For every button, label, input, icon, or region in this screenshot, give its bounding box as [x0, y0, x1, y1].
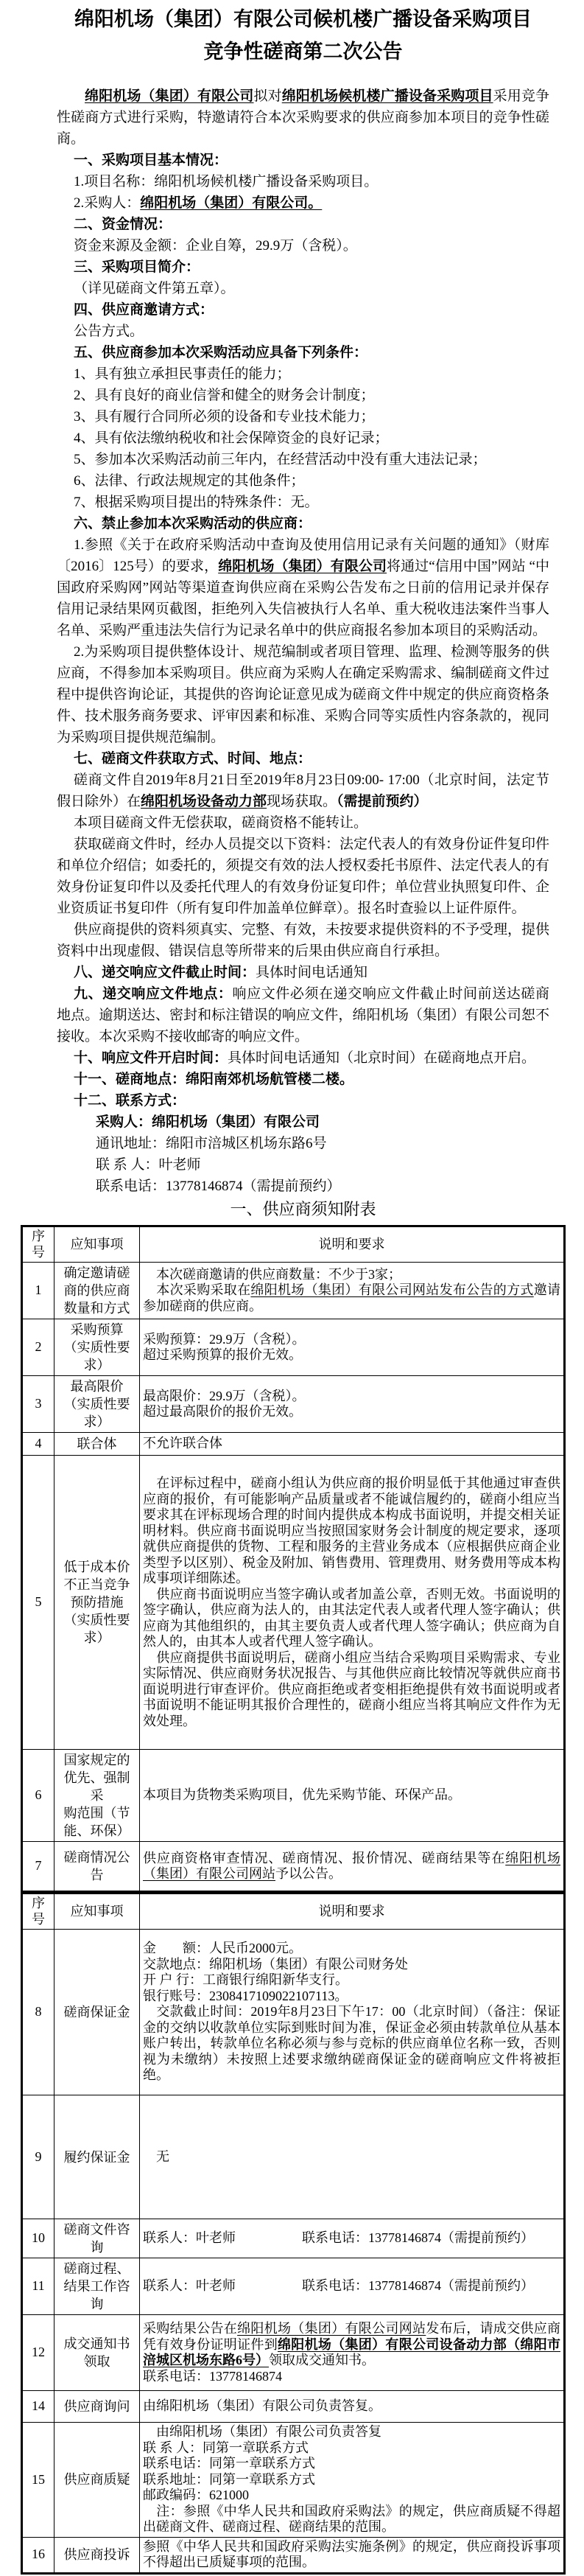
- text-run: 获取磋商文件时，经办人员提交以下资料：法定代表人的有效身份证件复印件和单位介绍信；如委托的，须提交有效的法人授权委托书原件、法定代表人的有效身份证复印件以及委托代理人的有效身份证复印件；单位营业执照复印件、企业资质证书复印件（所有复印件加盖单位鲜章）。报名时查验以上证件原件。: [57, 837, 550, 916]
- table-row: [22, 1750, 565, 1842]
- text-run: 由绵阳机场（集团）有限公司负责答复。: [143, 2398, 381, 2414]
- text-run: 具体时间电话通知: [256, 965, 368, 980]
- paragraph: [57, 321, 549, 342]
- requirement-cell: [140, 1842, 565, 1892]
- text-run: 1.参照《关于在政府采购活动中查询及使用信用记录有关问题的通知》（财库〔2016〕125号）的要求，: [57, 537, 549, 574]
- table-row: [22, 1319, 565, 1376]
- requirement-cell: [140, 1433, 565, 1456]
- requirement-cell: [140, 1376, 565, 1433]
- table-row: [22, 2537, 565, 2573]
- text-run: 邀请参加磋商的供应商。: [143, 1282, 561, 1313]
- text-run: （详见磋商文件第五章）。: [74, 281, 235, 296]
- paragraph: [57, 427, 549, 449]
- section-heading: [57, 513, 549, 534]
- row-number-cell: 12: [22, 2315, 54, 2391]
- text-run: 6、法律、行政法规规定的其他条件；: [74, 473, 305, 489]
- emphasized-text: 绵阳机场候机楼广播设备采购项目: [281, 88, 493, 104]
- requirement-paragraph: [143, 1267, 560, 1283]
- notice-item-line: （实质性要求）: [63, 1340, 130, 1372]
- supplier-notice-table-2: [21, 1891, 566, 2575]
- row-number-cell: 9: [22, 2095, 54, 2219]
- notice-item-cell: [54, 1930, 140, 2095]
- paragraph: [57, 406, 549, 427]
- text-run: 十、响应文件开启时间：: [74, 1050, 228, 1066]
- emphasized-text: 绵阳机场（集团）有限公司: [85, 88, 254, 104]
- paragraph: [57, 834, 549, 919]
- requirement-paragraph: [143, 2149, 560, 2165]
- notice-item-cell: [54, 2391, 140, 2423]
- text-run: 开 户 行：工商银行绵阳新华支行。: [143, 1972, 348, 1988]
- notice-item-line: 购范围（节能、环保）: [63, 1806, 130, 1838]
- paragraph: [57, 192, 549, 214]
- table-row: [22, 2391, 565, 2423]
- requirement-paragraph: [143, 1650, 560, 1730]
- text-run: 1、具有独立承担民事责任的能力；: [74, 366, 291, 382]
- paragraph: [57, 1154, 549, 1176]
- text-run: 由绵阳机场（集团）有限公司负责答复: [143, 2424, 381, 2439]
- table-row: [22, 1433, 565, 1456]
- requirement-paragraph: [143, 2424, 560, 2440]
- text-run: 本次采购采取在: [143, 1282, 251, 1298]
- text-run: 采用竞争性磋商方式进行采购，特邀请符合本次采购要求的供应商参加本项目的竞争性磋商。: [57, 88, 549, 147]
- text-run: 本项目磋商文件无偿获取，磋商资格不能转让。: [74, 815, 368, 831]
- column-header: 应知事项: [54, 1226, 140, 1263]
- row-number-cell: 14: [22, 2391, 54, 2423]
- row-number-cell: 11: [22, 2258, 54, 2315]
- column-header: 说明和要求: [140, 1893, 565, 1930]
- document-title-line-2: 竞争性磋商第二次公告: [203, 41, 403, 63]
- text-run: 资金来源及金额：企业自筹，29.9万（含税）。: [74, 238, 357, 254]
- document-body: [57, 85, 549, 1221]
- text-run: 无: [143, 2149, 169, 2164]
- document-title-line-1: 绵阳机场（集团）有限公司候机楼广播设备采购项目: [74, 8, 532, 30]
- notice-item-line: 供应商投诉: [63, 2547, 130, 2562]
- column-header: 序号: [22, 1226, 54, 1263]
- text-run: 五、供应商参加本次采购活动应具备下列条件：: [74, 345, 368, 360]
- text-run: 十一、磋商地点：绵阳南郊机场航管楼二楼。: [74, 1072, 354, 1087]
- requirement-cell: [140, 1319, 565, 1376]
- section-heading: [57, 150, 549, 171]
- text-run: 不允许联合体: [143, 1436, 222, 1451]
- table-row: [22, 2095, 565, 2219]
- notice-item-line: 成交通知书领取: [63, 2336, 130, 2369]
- requirement-cell: [140, 1930, 565, 2095]
- requirement-paragraph: [143, 1587, 560, 1650]
- text-run: 公告方式。: [74, 324, 144, 339]
- text-run: 响应文件必须在递交响应文件截止时间前送达磋商地点。逾期送达、密封和标注错误的响应文件，绵阳机场（集团）有限公司恕不接收。本次采购不接收邮寄的响应文件。: [57, 986, 549, 1044]
- text-run: 一、供应商须知附表: [230, 1200, 376, 1218]
- text-run: 交款地点：绵阳机场（集团）有限公司财务处: [143, 1956, 408, 1972]
- paragraph: [57, 812, 549, 834]
- requirement-paragraph: [143, 1282, 560, 1314]
- text-run: 金 额：人民币2000元。: [143, 1941, 302, 1956]
- column-header: 应知事项: [54, 1893, 140, 1930]
- table-header-row: [22, 1226, 565, 1263]
- paragraph: [57, 641, 549, 748]
- notice-item-cell: [54, 1433, 140, 1456]
- section-heading: [57, 214, 549, 235]
- requirement-cell: [140, 2219, 565, 2258]
- text-run: 供应商书面说明应当签字确认或者加盖公章，否则无效。书面说明的签字确认，供应商为法人的，由其法定代表人或者代理人签字确认；供应商为其他组织的，由其主要负责人或者代理人签字确认；供应商为自然人的，由其本人或者代理人签字确认。: [143, 1586, 560, 1649]
- row-number-cell: 3: [22, 1376, 54, 1433]
- requirement-paragraph: [143, 1332, 560, 1348]
- text-run: （需提前预约）: [337, 794, 428, 809]
- row-number-cell: 1: [22, 1263, 54, 1319]
- notice-item-line: 确定邀请磋商的供应商: [63, 1266, 130, 1298]
- section-heading: [57, 342, 549, 363]
- text-run: 三、采购项目简介：: [74, 259, 200, 275]
- section-heading: [57, 256, 549, 278]
- table-row: [22, 1263, 565, 1319]
- text-run: 九、递交响应文件地点：: [74, 986, 233, 1002]
- paragraph: [57, 962, 549, 983]
- text-run: 5、参加本次采购活动前三年内，在经营活动中没有重大违法记录；: [74, 452, 487, 467]
- requirement-paragraph: [143, 2504, 560, 2535]
- text-run: 七、磋商文件获取方式、时间、地点：: [74, 751, 312, 767]
- requirement-paragraph: [143, 1989, 560, 2005]
- text-run: 联系电话：同第一章联系方式: [143, 2456, 315, 2471]
- paragraph: [57, 1111, 549, 1133]
- requirement-paragraph: [143, 1389, 560, 1405]
- row-number-cell: 16: [22, 2537, 54, 2573]
- notice-item-line: 磋商保证金: [63, 2005, 130, 2020]
- text-run: 2.采购人：: [74, 195, 141, 211]
- paragraph: [57, 1133, 549, 1154]
- section-heading: [57, 1090, 549, 1111]
- text-run: 超过采购预算的报价无效。: [143, 1347, 302, 1362]
- requirement-paragraph: [143, 2539, 560, 2571]
- text-run: 一、采购项目基本情况：: [74, 153, 228, 168]
- requirement-paragraph: [143, 2472, 560, 2488]
- section-heading: [57, 748, 549, 769]
- text-run: 八、递交响应文件截止时间：: [74, 965, 256, 980]
- text-run: 在评标过程中，磋商小组认为供应商的报价明显低于其他通过审查供应商的报价，有可能影响产品质量或者不能诚信履约的，磋商小组应当要求其在评标现场合理的时间内提供成本构成书面说明，并提交相关证明材料。供应商书面说明应当按照国家财务会计制度的规定要求，逐项就供应商提供的货物、工程和服务的主营业务成本（应根据供应商企业类型予以区别）、税金及附加、销售费用、管理费用、财务费用等成本构成事项详细陈述。: [143, 1476, 560, 1585]
- requirement-paragraph: [143, 1436, 560, 1452]
- requirement-paragraph: [143, 2456, 560, 2472]
- notice-item-line: 采购预算: [70, 1322, 124, 1337]
- requirement-paragraph: [143, 1347, 560, 1364]
- text-run: 最高限价：29.9万（含税）。: [143, 1388, 306, 1403]
- paragraph: [57, 983, 549, 1047]
- text-run: 供应商资格审查情况、磋商情况、报价情况、磋商结果等在: [143, 1850, 506, 1865]
- text-run: 超过最高限价的报价无效。: [143, 1404, 302, 1419]
- requirement-cell: [140, 1263, 565, 1319]
- paragraph: [57, 449, 549, 470]
- row-number-cell: 2: [22, 1319, 54, 1376]
- notice-item-cell: [54, 1842, 140, 1892]
- supplier-notice-tables: [0, 1225, 584, 2576]
- requirement-cell: [140, 2095, 565, 2219]
- table-row: [22, 1930, 565, 2095]
- notice-item-line: 国家规定的优先、强制采: [63, 1753, 130, 1803]
- text-run: 邮政编码：621000: [143, 2488, 249, 2502]
- emphasized-text: 绵阳机场（集团）有限公司网站: [237, 2321, 426, 2336]
- text-run: 通讯地址：绵阳市涪城区机场东路6号: [96, 1136, 327, 1151]
- requirement-paragraph: [143, 2321, 560, 2369]
- text-run: 予以公告。: [275, 1866, 342, 1881]
- requirement-cell: [140, 2537, 565, 2573]
- notice-item-cell: [54, 2315, 140, 2391]
- requirement-paragraph: [143, 2278, 560, 2294]
- text-run: 联系电话：13778146874（需提前预约）: [96, 1179, 341, 1194]
- text-run: 4、具有依法缴纳税收和社会保障资金的良好记录；: [74, 430, 389, 446]
- emphasized-text: 绵阳机场（集团）有限公司: [218, 559, 387, 574]
- paragraph: [57, 492, 549, 513]
- notice-item-cell: [54, 1456, 140, 1750]
- notice-item-line: 磋商情况公告: [63, 1850, 130, 1882]
- text-run: 联 系 人：叶老师: [96, 1157, 201, 1173]
- text-run: 将通过“信用中国”网站 “中国政府采购网”网站等渠道查询供应商在采购公告发布之日前的信用记录并保存信用记录结果网页截图，拒绝列入失信被执行人名单、重大税收违法案件当事人名单、采购严重违法失信行为记录名单中的供应商报名参加本项目的采购活动。: [57, 559, 549, 638]
- requirement-paragraph: [143, 1851, 560, 1882]
- requirement-paragraph: [143, 1787, 560, 1804]
- requirement-cell: [140, 1750, 565, 1842]
- notice-item-cell: [54, 1750, 140, 1842]
- requirement-paragraph: [143, 2230, 560, 2247]
- notice-item-cell: [54, 2423, 140, 2538]
- paragraph: [57, 385, 549, 406]
- paragraph: [57, 470, 549, 492]
- text-run: 本项目为货物类采购项目，优先采购节能、环保产品。: [143, 1787, 461, 1803]
- emphasized-text: 绵阳机场设备动力部: [141, 794, 267, 809]
- text-run: 7、根据采购项目提出的特殊条件：无。: [74, 495, 319, 510]
- row-number-cell: 4: [22, 1433, 54, 1456]
- text-run: 二、资金情况：: [74, 217, 172, 232]
- table-row: [22, 1456, 565, 1750]
- paragraph: [57, 919, 549, 962]
- row-number-cell: 10: [22, 2219, 54, 2258]
- text-run: 联系人：叶老师 联系电话：13778146874（需提前预约）: [143, 2230, 534, 2246]
- notice-item-cell: [54, 2537, 140, 2573]
- paragraph: [57, 769, 549, 812]
- paragraph: [57, 85, 549, 150]
- row-number-cell: 15: [22, 2423, 54, 2538]
- emphasized-text: 绵阳机场（集团）有限公司。: [140, 195, 323, 211]
- table-row: [22, 2258, 565, 2315]
- paragraph: [57, 171, 549, 192]
- table-title: [57, 1198, 549, 1221]
- text-run: 六、禁止参加本次采购活动的供应商：: [74, 516, 312, 531]
- table-row: [22, 2315, 565, 2391]
- text-run: 联系地址：同第一章联系方式: [143, 2471, 315, 2487]
- notice-item-cell: [54, 1319, 140, 1376]
- requirement-paragraph: [143, 2488, 560, 2504]
- notice-item-cell: [54, 1376, 140, 1433]
- paragraph: [57, 278, 549, 299]
- paragraph: [57, 534, 549, 641]
- notice-item-cell: [54, 2219, 140, 2258]
- table-row: [22, 1376, 565, 1433]
- text-run: 发布后，请成交供应商凭有效身份证明证件到: [143, 2321, 561, 2352]
- text-run: 领取成交通知书。: [269, 2353, 375, 2367]
- requirement-cell: [140, 2315, 565, 2391]
- notice-item-line: （实质性要求）: [63, 1397, 130, 1429]
- requirement-cell: [140, 2391, 565, 2423]
- text-run: 十二、联系方式：: [74, 1093, 186, 1109]
- notice-item-line: 联合体: [77, 1437, 117, 1451]
- text-run: 1.项目名称：绵阳机场候机楼广播设备采购项目。: [74, 174, 379, 189]
- text-run: 磋商文件自2019年8月21日至2019年8月23日09:00- 17:00（北京时间，法定节假日除外）在: [57, 772, 549, 809]
- notice-item-line: 供应商询问: [63, 2399, 130, 2414]
- notice-item-line: 供应商质疑: [63, 2472, 130, 2488]
- notice-item-line: 履约保证金: [63, 2149, 130, 2165]
- notice-item-cell: [54, 1263, 140, 1319]
- column-header: 序号: [22, 1893, 54, 1930]
- requirement-paragraph: [143, 2369, 560, 2385]
- text-run: 2、具有良好的商业信誉和健全的财务会计制度；: [74, 388, 375, 403]
- requirement-paragraph: [143, 1972, 560, 1989]
- requirement-paragraph: [143, 1404, 560, 1420]
- paragraph: [57, 363, 549, 385]
- column-header: 说明和要求: [140, 1226, 565, 1263]
- requirement-paragraph: [143, 1941, 560, 1957]
- text-run: 参照《中华人民共和国政府采购法实施条例》的规定，供应商投诉事项不得超出已质疑事项的范围。: [143, 2538, 560, 2569]
- text-run: 现场获取。: [267, 794, 337, 809]
- table-row: [22, 1842, 565, 1892]
- supplier-notice-table-1: [21, 1225, 566, 1892]
- text-run: 采购预算：29.9万（含税）。: [143, 1331, 306, 1347]
- notice-item-cell: [54, 2258, 140, 2315]
- text-run: 具体时间电话通知（北京时间）在磋商地点开启。: [228, 1050, 536, 1066]
- text-run: 2.为采购项目提供整体设计、规范编制或者项目管理、监理、检测等服务的供应商，不得参加本采购项目。供应商为采购人在确定采购需求、编制磋商文件过程中提供咨询论证，其提供的咨询论证意见成为磋商文件中规定的供应商资格条件、技术服务商务要求、评审因素和标准、采购合同等实质性内容条款的，视同为采购项目提供规范编制。: [57, 644, 549, 745]
- text-run: 供应商提供书面说明后，磋商小组应当结合采购项目采购需求、专业实际情况、供应商财务状况报告、与其他供应商比较情况等就供应商书面说明进行审查评价。供应商拒绝或者变相拒绝提供有效书面说明或者书面说明不能证明其报价合理性的，磋商小组应当将其响应文件作为无效处理。: [143, 1650, 560, 1728]
- requirement-paragraph: [143, 2440, 560, 2457]
- notice-item-line: 磋商文件咨询: [63, 2222, 130, 2255]
- requirement-paragraph: [143, 1957, 560, 1973]
- emphasized-text: 绵阳机场（集团）有限公司设备动力部（绵阳市涪城区机场东路6号）: [143, 2336, 560, 2367]
- emphasized-text: 绵阳机场（集团）有限公司网站发布公告的方式: [250, 1282, 534, 1298]
- requirement-paragraph: [143, 1476, 560, 1587]
- text-run: 交款截止时间：2019年8月23日下午17：00（北京时间）（备注：保证金的交纳以收款单位实际到账时间为准，保证金必须由转款单位从基本账户转出，转款单位名称必须与参与竞标的供应商单位名称一致，否则视为未缴纳）未按照上述要求缴纳磋商保证金的磋商响应文件将被拒绝。: [143, 2004, 560, 2083]
- row-number-cell: 6: [22, 1750, 54, 1842]
- requirement-cell: [140, 1456, 565, 1750]
- text-run: 拟对: [253, 88, 282, 104]
- text-run: 3、具有履行合同所必须的设备和专业技术能力；: [74, 409, 375, 425]
- notice-item-line: 数量和方式: [63, 1301, 130, 1316]
- text-run: 联 系 人：同第一章联系方式: [143, 2440, 309, 2455]
- emphasized-text: 绵阳机场（集团）有限公司网站: [143, 1850, 561, 1881]
- text-run: 注：参照《中华人民共和国政府采购法》的规定，供应商质疑不得超出磋商文件、磋商过程、磋商结果的范围。: [143, 2503, 560, 2534]
- paragraph: [57, 1047, 549, 1069]
- document-prose: [0, 0, 584, 1221]
- section-heading: [57, 299, 549, 321]
- row-number-cell: 5: [22, 1456, 54, 1750]
- text-run: 联系电话：13778146874: [143, 2368, 282, 2384]
- text-run: 银行账号：2308417109022107113。: [143, 1988, 348, 2003]
- row-number-cell: 7: [22, 1842, 54, 1892]
- text-run: 供应商提供的资料须真实、完整、有效，未按要求提供资料的不予受理，提供资料中出现虚假、错误信息等所带来的后果由供应商自行承担。: [57, 922, 550, 959]
- table-row: [22, 2423, 565, 2538]
- notice-item-line: 不正当竞争预防措施: [63, 1577, 130, 1610]
- notice-item-line: 低于成本价: [63, 1560, 130, 1574]
- requirement-paragraph: [143, 2398, 560, 2415]
- text-run: 本次磋商邀请的供应商数量：不少于3家；: [143, 1266, 401, 1282]
- table-row: [22, 2219, 565, 2258]
- requirement-paragraph: [143, 2004, 560, 2084]
- notice-item-line: 磋商过程、结果工作咨询: [63, 2261, 130, 2311]
- notice-item-line: 最高限价: [70, 1379, 124, 1394]
- paragraph: [57, 1069, 549, 1090]
- text-run: 采购人：绵阳机场（集团）有限公司: [96, 1114, 320, 1130]
- text-run: 采购结果公告在: [143, 2321, 238, 2336]
- notice-item-cell: [54, 2095, 140, 2219]
- text-run: 四、供应商邀请方式：: [74, 302, 214, 318]
- notice-item-line: （实质性要求）: [63, 1613, 130, 1645]
- requirement-cell: [140, 2258, 565, 2315]
- table-header-row: [22, 1893, 565, 1930]
- row-number-cell: 8: [22, 1930, 54, 2095]
- paragraph: [57, 1176, 549, 1197]
- requirement-cell: [140, 2423, 565, 2538]
- paragraph: [57, 235, 549, 256]
- text-run: 联系人：叶老师 联系电话：13778146874（需提前预约）: [143, 2278, 534, 2294]
